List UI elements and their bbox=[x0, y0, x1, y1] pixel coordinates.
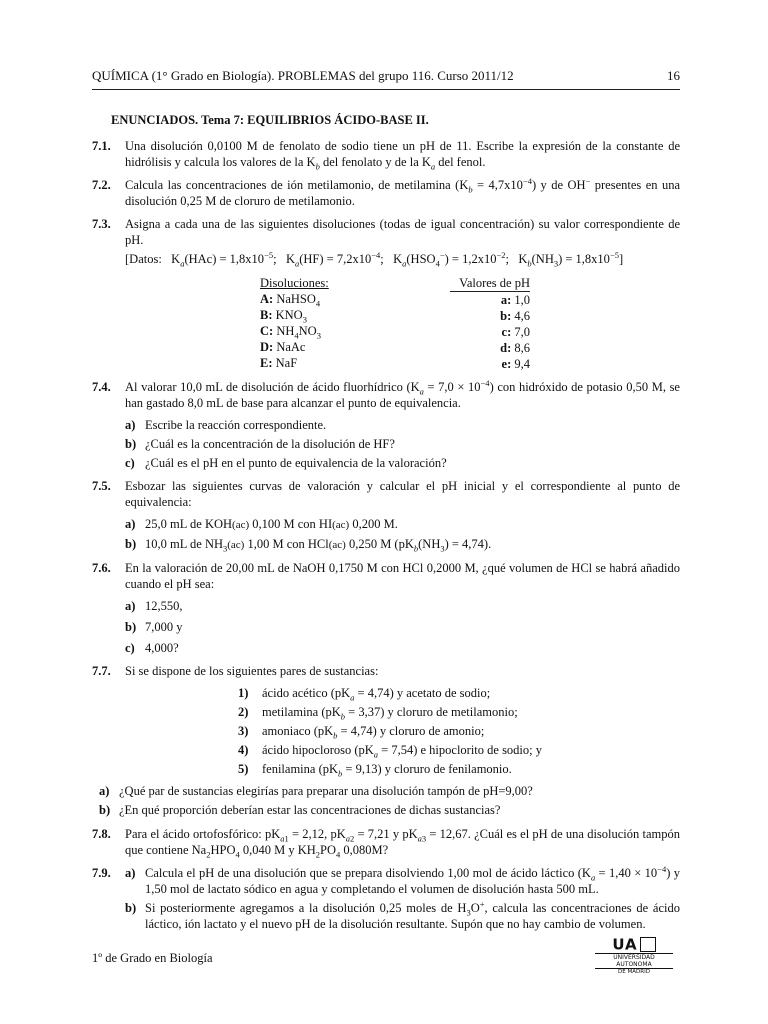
ph-row: c: 7,0 bbox=[501, 325, 530, 339]
problem-7-7 bbox=[92, 663, 680, 818]
problem-text: Si se dispone de los siguientes pares de sustancias: bbox=[125, 664, 379, 678]
footer-text: 1º de Grado en Biología bbox=[92, 951, 213, 965]
problem-7-1 bbox=[92, 138, 680, 170]
solution-row: E: NaF bbox=[260, 356, 298, 370]
problem-number: 7.3. bbox=[92, 217, 111, 231]
solution-row: C: $NH_4NO_3$ bbox=[260, 324, 321, 341]
pair-item: 2) metilamina $(pK_b = 3,37)$ y cloruro de metilamonio; bbox=[238, 705, 518, 722]
pair-item: 5) fenilamina $(pK_b = 9,13)$ y cloruro de fenilamonio. bbox=[238, 762, 512, 779]
problem-number: 7.2. bbox=[92, 178, 111, 192]
data-line: [Datos: $K_a(HAc) = 1,8x10^{-5}$; $K_a(HF) = 7,2x10^{-4}$; $K_a(HSO_4^-) = 1,2x10^{-2}$; $K_b(NH_3) = 1,8x10^{-5}$] bbox=[125, 249, 624, 269]
sub-items bbox=[125, 417, 680, 471]
sub-item: a) 12,550, bbox=[125, 599, 183, 613]
sub-item: c) ¿Cuál es el pH en el punto de equivalencia de la valoración? bbox=[125, 456, 447, 470]
pair-item: 4) ácido hipocloroso $(pK_a = 7,54)$ e hipoclorito de sodio; y bbox=[238, 743, 543, 760]
problem-7-2 bbox=[92, 177, 680, 209]
problem-text: Una disolución 0,0100 M de fenolato de sodio tiene un pH de 11. Escribe la expresión de la constante de hidrólisis y calcula los valores de la $K_b$ del fenolato y de la $K_a$ del fenol. bbox=[125, 139, 680, 172]
matching-table bbox=[260, 275, 680, 372]
problem-number: 7.5. bbox=[92, 479, 111, 493]
problem-7-4 bbox=[92, 379, 680, 471]
sub-item: a) 25,0 mL de KOH(ac) 0,100 M con HI(ac) 0,200 M. bbox=[125, 517, 398, 531]
problem-7-3 bbox=[92, 216, 680, 372]
sub-item: c) 4,000? bbox=[125, 641, 179, 655]
substance-pairs bbox=[238, 685, 680, 777]
problem-text: Calcula las concentraciones de ión metilamonio, de metilamina $(K_b = 4,7x10^{-4})$ y de OH− presentes en una disolución 0,25 M de cloruro de metilamonio. bbox=[125, 175, 680, 208]
sub-item: b) Si posteriormente agregamos a la disolución 0,25 moles de $H_3O^+$, calcula las concentraciones de ácido láctico, ión lactato y el nuevo pH de la disolución resultante. Supón que no hay cambio de volumen. bbox=[125, 898, 680, 931]
problem-7-9 bbox=[92, 865, 680, 932]
sub-items bbox=[125, 598, 680, 656]
running-header bbox=[92, 68, 680, 84]
problem-7-8 bbox=[92, 826, 680, 858]
ph-row: d: 8,6 bbox=[500, 341, 530, 355]
sub-questions bbox=[99, 783, 680, 818]
solutions-column bbox=[260, 275, 450, 372]
problem-text: Esbozar las siguientes curvas de valoración y calcular el pH inicial y el correspondiente al punto de equivalencia: bbox=[125, 479, 680, 509]
solution-row: D: NaAc bbox=[260, 340, 306, 354]
ph-header: Valores de pH bbox=[450, 275, 530, 292]
problem-number: 7.1. bbox=[92, 139, 111, 153]
logo-line-1: UNIVERSIDAD AUTONOMA bbox=[595, 953, 673, 969]
solution-row: A: NaHSO$_4$ bbox=[260, 292, 321, 309]
header-title: QUÍMICA (1° Grado en Biología). PROBLEMAS del grupo 116. Curso 2011/12 bbox=[92, 68, 514, 83]
problem-7-5 bbox=[92, 478, 680, 553]
problem-number: 7.9. bbox=[92, 866, 111, 880]
sub-item: b) 7,000 y bbox=[125, 620, 183, 634]
ph-row: a: 1,0 bbox=[500, 293, 530, 307]
sub-item: b) ¿Cuál es la concentración de la disolución de HF? bbox=[125, 437, 395, 451]
university-logo bbox=[595, 935, 673, 975]
ph-row: e: 9,4 bbox=[501, 357, 530, 371]
sub-item: a) Escribe la reacción correspondiente. bbox=[125, 418, 327, 432]
problem-number: 7.4. bbox=[92, 380, 111, 394]
problem-number: 7.6. bbox=[92, 561, 111, 575]
solutions-header: Disoluciones: bbox=[260, 276, 329, 290]
sub-item: b) 10,0 mL de $NH_3(ac)$ 1,00 M con HCl(ac) 0,250 M $(pK_b(NH_3) = 4,74)$. bbox=[125, 537, 492, 554]
section-title: ENUNCIADOS. Tema 7: EQUILIBRIOS ÁCIDO-BASE II. bbox=[111, 113, 429, 127]
logo-mark: UA bbox=[595, 936, 673, 953]
ph-values-column bbox=[450, 275, 530, 372]
problem-7-6 bbox=[92, 560, 680, 656]
page-number: 16 bbox=[667, 68, 680, 83]
problem-text: Al valorar 10,0 mL de disolución de ácido fluorhídrico $(K_a = 7,0 \times 10^{-4})$ con hidróxido de potasio 0,50 M, se han gastado 8,0 mL de base para alcanzar el punto de equivalencia. bbox=[125, 377, 680, 410]
pair-item: 1) ácido acético $(pK_a = 4,74)$ y acetato de sodio; bbox=[238, 686, 491, 703]
sub-items bbox=[125, 516, 680, 553]
problem-text: Para el ácido ortofosfórico: $pK_{a1} = 2,12$, $pK_{a2} = 7,21$ y $pK_{a3} = 12,67$. ¿Cuál es el pH de una disolución tampón que contiene $Na_2HPO_4$ 0,040 M y $KH_2PO_4$ 0,080M? bbox=[125, 827, 681, 860]
logo-line-2: DE MADRID bbox=[618, 968, 650, 975]
header-rule bbox=[92, 89, 680, 90]
problem-number: 7.7. bbox=[92, 664, 111, 678]
document-body bbox=[92, 112, 680, 939]
solution-row: B: $KNO_3$ bbox=[260, 308, 307, 325]
sub-item: a) ¿Qué par de sustancias elegirías para preparar una disolución tampón de pH=9,00? bbox=[99, 784, 533, 798]
sub-item: a) Calcula el pH de una disolución que se prepara disolviendo 1,00 mol de ácido láctico $(K_a = 1,40 \times 10^{-4})$ y 1,50 mol de lactato sódico en agua y completando el volumen de disolución hasta 500 mL. bbox=[125, 863, 680, 896]
problem-text: Asigna a cada una de las siguientes disoluciones (todas de igual concentración) su valor correspondiente de pH. bbox=[125, 217, 680, 247]
problem-text: En la valoración de 20,00 mL de NaOH 0,1750 M con HCl 0,2000 M, ¿qué volumen de HCl se habrá añadido cuando el pH sea: bbox=[125, 561, 680, 591]
problem-number: 7.8. bbox=[92, 827, 111, 841]
ph-row: b: 4,6 bbox=[500, 309, 530, 323]
sub-item: b) ¿En qué proporción deberían estar las concentraciones de dichas sustancias? bbox=[99, 803, 501, 817]
pair-item: 3) amoniaco $(pK_b = 4,74)$ y cloruro de amonio; bbox=[238, 724, 485, 741]
